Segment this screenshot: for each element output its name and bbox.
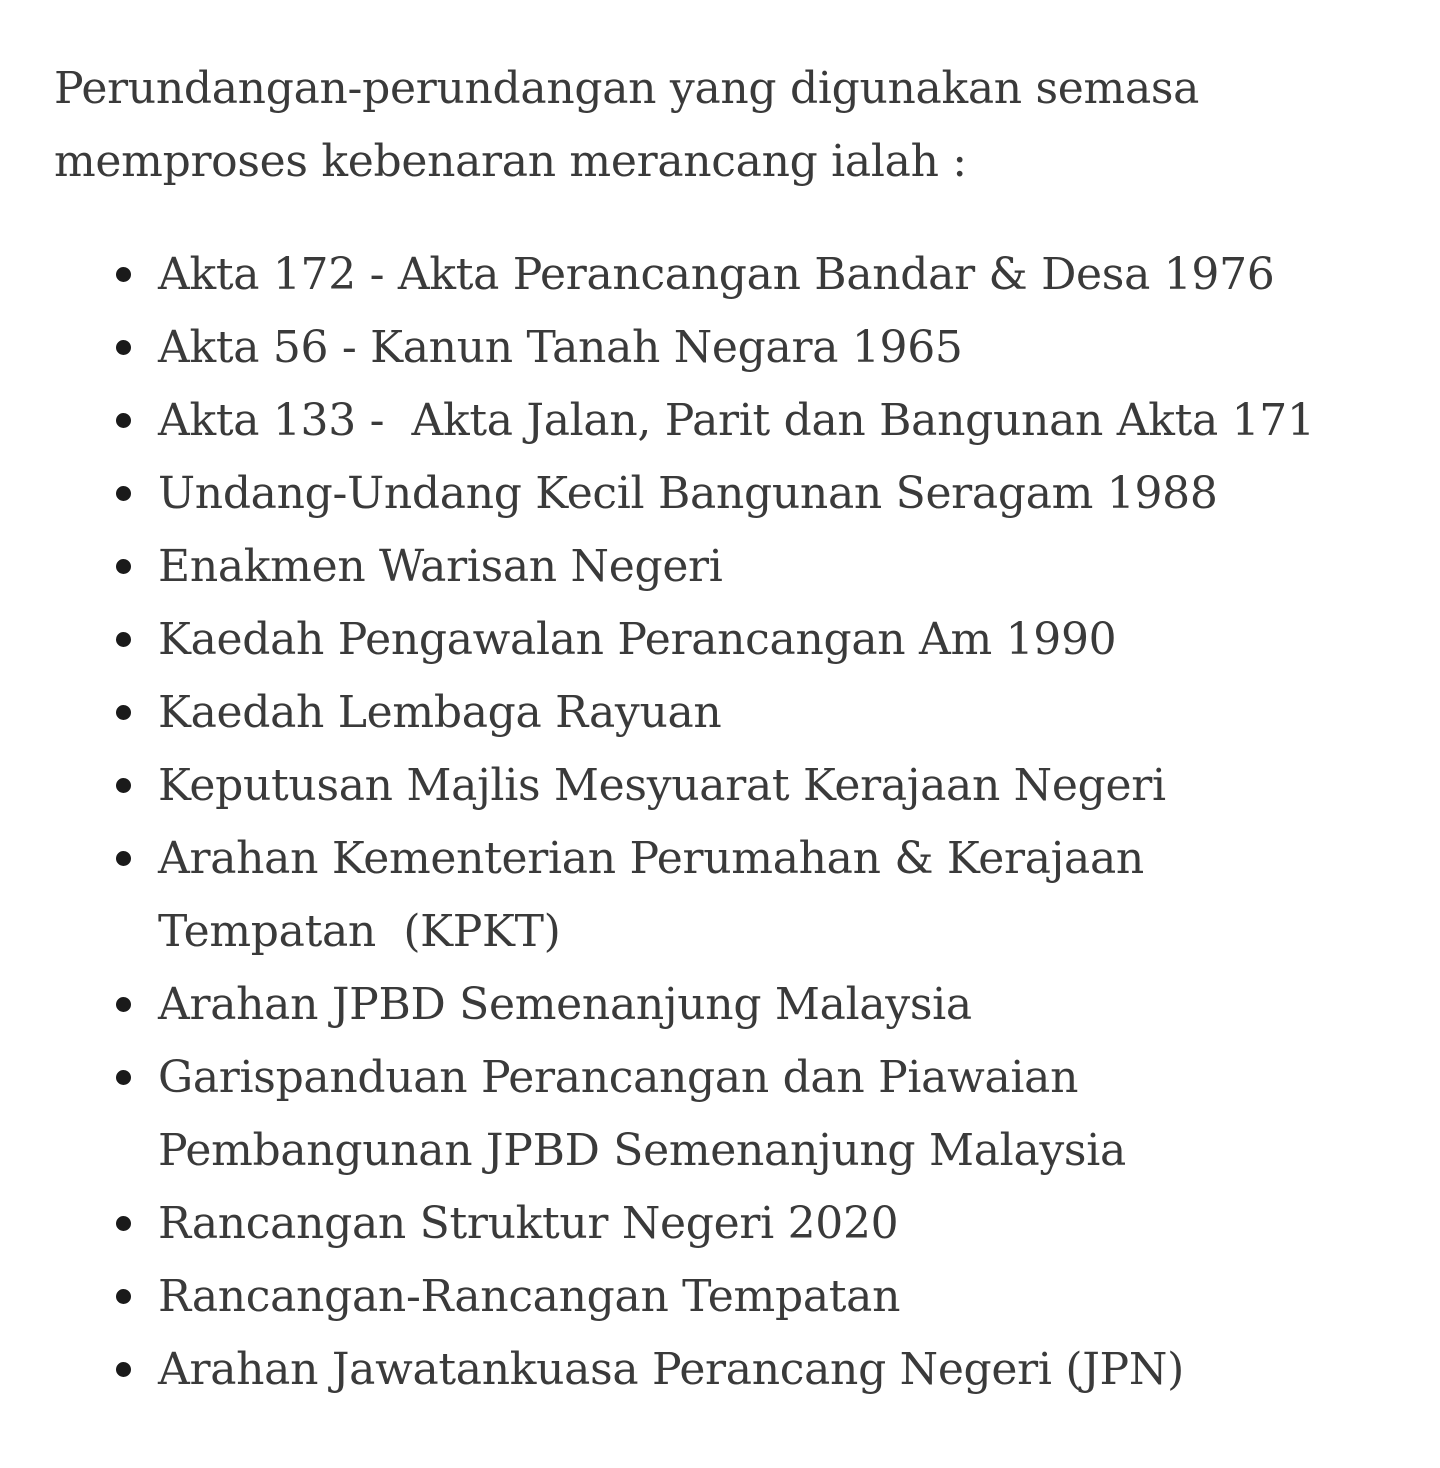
list-item — [54, 822, 1394, 968]
bullet-icon — [116, 851, 131, 866]
list-item — [54, 676, 1394, 749]
list-item-text: Rancangan-Rancangan Tempatan — [158, 1271, 901, 1322]
list-item — [54, 1333, 1394, 1406]
bullet-icon — [116, 340, 131, 355]
legislation-list — [54, 238, 1394, 1406]
bullet-icon — [116, 1070, 131, 1085]
list-item-text: Arahan Kementerian Perumahan & Kerajaan — [158, 833, 1144, 884]
list-item-text: Enakmen Warisan Negeri — [158, 541, 723, 592]
list-item-text: Arahan Jawatankuasa Perancang Negeri (JPN) — [158, 1344, 1184, 1395]
list-item — [54, 1260, 1394, 1333]
list-item — [54, 238, 1394, 311]
list-item — [54, 1187, 1394, 1260]
list-item — [54, 530, 1394, 603]
bullet-icon — [116, 778, 131, 793]
bullet-icon — [116, 1362, 131, 1377]
list-item — [54, 457, 1394, 530]
bullet-icon — [116, 486, 131, 501]
bullet-icon — [116, 1289, 131, 1304]
list-item — [54, 603, 1394, 676]
document-body — [54, 52, 1394, 1406]
list-item-text: Undang-Undang Kecil Bangunan Seragam 1988 — [158, 468, 1218, 519]
bullet-icon — [116, 997, 131, 1012]
bullet-icon — [116, 1216, 131, 1231]
list-item-text: Tempatan (KPKT) — [158, 906, 561, 957]
intro-paragraph — [54, 52, 1394, 198]
list-item-text: Kaedah Pengawalan Perancangan Am 1990 — [158, 614, 1117, 665]
list-item — [54, 749, 1394, 822]
list-item — [54, 384, 1394, 457]
list-item — [54, 311, 1394, 384]
intro-line: memproses kebenaran merancang ialah : — [54, 136, 967, 187]
list-item — [54, 968, 1394, 1041]
list-item-text: Garispanduan Perancangan dan Piawaian — [158, 1052, 1079, 1103]
list-item-text: Akta 172 - Akta Perancangan Bandar & Desa 1976 — [158, 249, 1275, 300]
list-item-text: Pembangunan JPBD Semenanjung Malaysia — [158, 1125, 1126, 1176]
bullet-icon — [116, 267, 131, 282]
intro-line: Perundangan-perundangan yang digunakan semasa — [54, 63, 1200, 114]
list-item-text: Kaedah Lembaga Rayuan — [158, 687, 722, 738]
list-item — [54, 1041, 1394, 1187]
list-item-text: Arahan JPBD Semenanjung Malaysia — [158, 979, 972, 1030]
bullet-icon — [116, 413, 131, 428]
bullet-icon — [116, 632, 131, 647]
bullet-icon — [116, 559, 131, 574]
list-item-text: Rancangan Struktur Negeri 2020 — [158, 1198, 899, 1249]
list-item-text: Akta 133 - Akta Jalan, Parit dan Bangunan Akta 171 — [158, 395, 1315, 446]
list-item-text: Keputusan Majlis Mesyuarat Kerajaan Negeri — [158, 760, 1166, 811]
list-item-text: Akta 56 - Kanun Tanah Negara 1965 — [158, 322, 963, 373]
bullet-icon — [116, 705, 131, 720]
